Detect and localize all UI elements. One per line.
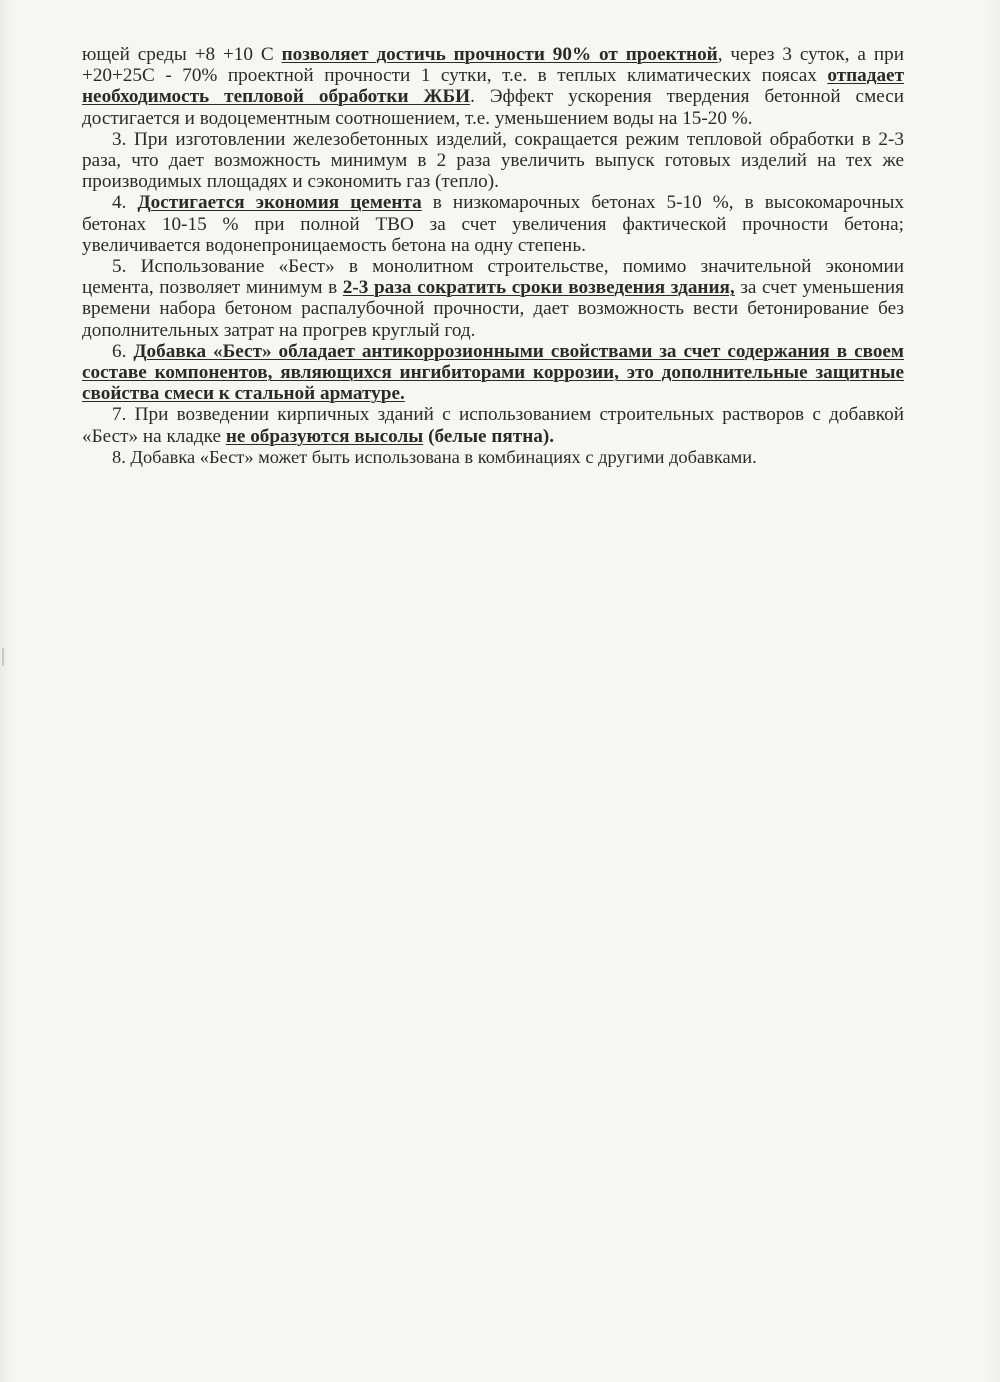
intro-emphasis-heat-treatment: отпадает необходимость тепловой обработки ЖБИ [82, 65, 904, 108]
intro-emphasis-strength: позволяет достичь прочности 90% от проектной [281, 44, 718, 65]
item-text: При изготовлении железобетонных изделий, сокращается режим тепловой обработки в 2-3 раза, что дает возможность минимум в 2 раза увеличить выпуск готовых изделий на тех же производимых площадях и сэкономить газ (тепло). [82, 128, 905, 193]
item-emphasis: не образуются высолы [225, 425, 424, 447]
item-text-after: за счет уменьшения времени набора бетоном распалубочной прочности, дает возможность вести бетонирование без дополнительных затрат на прогрев круглый год. [82, 277, 905, 341]
list-item-5 [82, 256, 904, 341]
scan-edge-mark [2, 648, 4, 666]
intro-text-1: ющей среды +8 +10 С [82, 44, 282, 65]
list-item-7 [82, 404, 904, 446]
item-emphasis: Достигается экономия цемента [137, 192, 422, 214]
item-text: Добавка «Бест» может быть использована в комбинациях с другими добавками. [130, 446, 757, 467]
intro-paragraph [82, 44, 904, 129]
item-number: 4. [112, 192, 127, 214]
list-item-8 [82, 447, 904, 468]
item-number: 8. [112, 446, 126, 467]
item-emphasis-after: (белые пятна). [423, 425, 555, 447]
list-item-6 [82, 341, 904, 405]
item-text: в низкомарочных бетонах 5-10 %, в высокомарочных бетонах 10-15 % при полной ТВО за счет увеличения фактической прочности бетона; увеличивается водонепроницаемость бетона на одну степень. [82, 192, 904, 256]
item-number: 5. [112, 256, 127, 278]
item-number: 3. [112, 128, 127, 150]
item-emphasis: 2-3 раза сократить сроки возведения здания, [342, 277, 735, 299]
document-body [82, 44, 904, 468]
intro-text-2: , через 3 суток, а при +20+25С - 70% проектной прочности 1 сутки, т.е. в теплых климатических поясах [82, 44, 904, 87]
list-item-4 [82, 192, 904, 256]
list-item-3 [82, 129, 904, 193]
item-text-before: При возведении кирпичных зданий с использованием строительных растворов с добавкой «Бест» на кладке [82, 404, 904, 447]
item-number: 7. [112, 404, 127, 426]
item-emphasis: Добавка «Бест» обладает антикоррозионными свойствами за счет содержания в своем составе компонентов, являющихся ингибиторами коррозии, это дополнительные защитные свойства смеси к стальной арматуре. [82, 340, 905, 405]
item-number: 6. [112, 340, 127, 362]
item-text-before: Использование «Бест» в монолитном строительстве, помимо значительной экономии цемента, позволяет минимум в [82, 256, 905, 299]
intro-text-3: . Эффект ускорения твердения бетонной смеси достигается и водоцементным соотношением, т.е. уменьшением воды на 15-20 %. [82, 86, 904, 129]
